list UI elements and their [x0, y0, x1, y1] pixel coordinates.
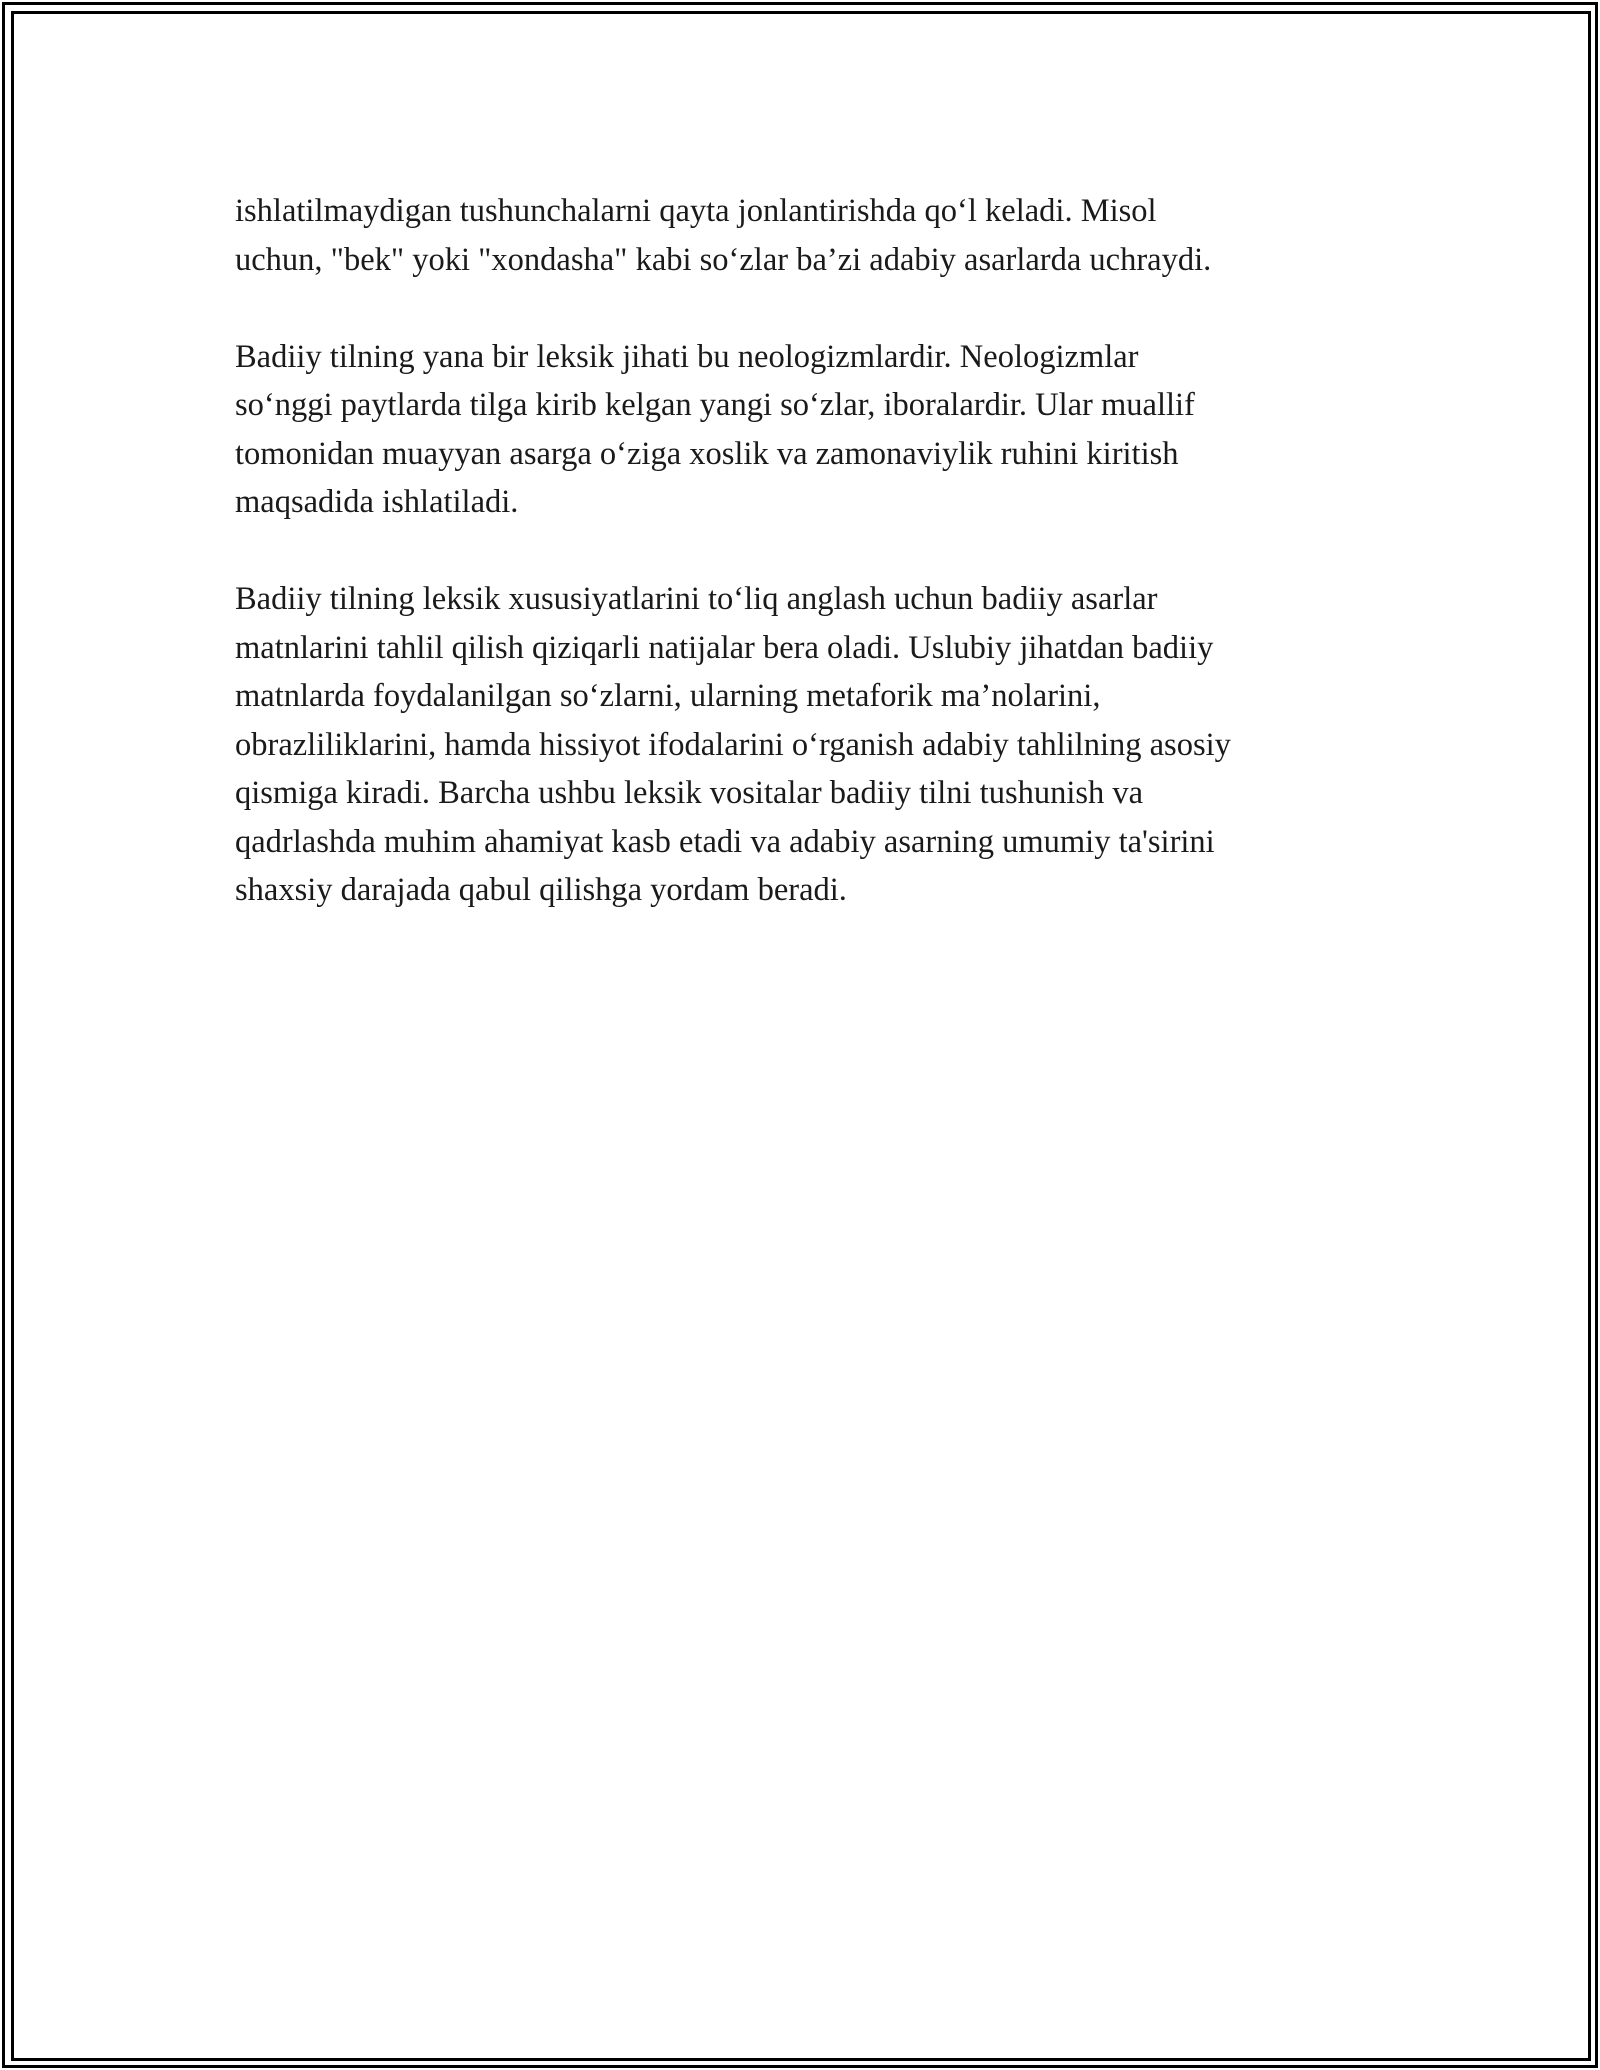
document-body — [235, 187, 1385, 963]
paragraph — [235, 575, 1385, 915]
paragraph — [235, 333, 1385, 527]
text-line: qismiga kiradi. Barcha ushbu leksik vositalar badiiy tilni tushunish va — [235, 775, 1144, 811]
text-line: ishlatilmaydigan tushunchalarni qayta jonlantirishda qo‘l keladi. Misol — [235, 193, 1157, 229]
text-line: maqsadida ishlatiladi. — [235, 484, 519, 520]
text-line: uchun, "bek" yoki "xondasha" kabi so‘zlar ba’zi adabiy asarlarda uchraydi. — [235, 241, 1212, 278]
text-line: Badiiy tilning leksik xususiyatlarini to‘liq anglash uchun badiiy asarlar — [235, 581, 1158, 617]
text-line: tomonidan muayyan asarga o‘ziga xoslik va zamonaviylik ruhini kiritish — [235, 435, 1179, 472]
text-line: obrazliliklarini, hamda hissiyot ifodalarini o‘rganish adabiy tahlilning asosiy — [235, 726, 1231, 763]
text-line: so‘nggi paytlarda tilga kirib kelgan yangi so‘zlar, iboralardir. Ular muallif — [235, 387, 1195, 423]
text-line: matnlarini tahlil qilish qiziqarli natijalar bera oladi. Uslubiy jihatdan badiiy — [235, 629, 1214, 666]
paragraph — [235, 187, 1385, 284]
text-line: matnlarda foydalanilgan so‘zlarni, ularning metaforik ma’nolarini, — [235, 678, 1101, 714]
text-line: qadrlashda muhim ahamiyat kasb etadi va adabiy asarning umumiy ta'sirini — [235, 823, 1215, 860]
text-line: Badiiy tilning yana bir leksik jihati bu neologizmlardir. Neologizmlar — [235, 338, 1139, 375]
text-line: shaxsiy darajada qabul qilishga yordam beradi. — [235, 872, 847, 908]
